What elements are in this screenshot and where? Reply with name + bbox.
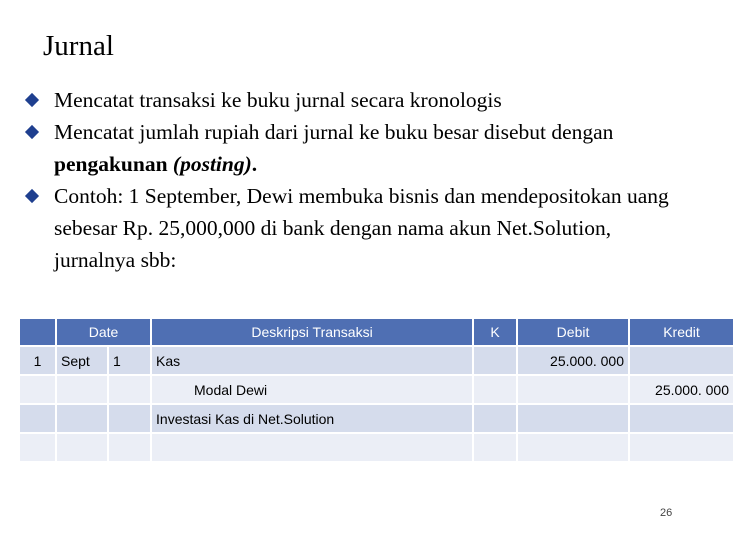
cell-ref <box>473 404 517 433</box>
table-row <box>19 346 734 375</box>
header-credit: Kredit <box>629 318 734 346</box>
header-date: Date <box>56 318 151 346</box>
cell-credit: 25.000. 000 <box>629 375 734 404</box>
page-number: 26 <box>660 507 673 519</box>
cell-month <box>56 375 108 404</box>
cell-no: 1 <box>19 346 56 375</box>
diamond-bullet-icon <box>25 189 39 203</box>
cell-no <box>19 375 56 404</box>
cell-month: Sept <box>56 346 108 375</box>
cell-day <box>108 375 151 404</box>
bullet-bold-term: pengakunan <box>54 152 173 176</box>
header-no <box>19 318 56 346</box>
journal-table <box>18 317 735 463</box>
cell-debit <box>517 404 629 433</box>
cell-no <box>19 433 56 462</box>
bullet-period: . <box>251 152 258 176</box>
bullet-text-3: Contoh: 1 September, Dewi membuka bisnis dan mendepositokan uang sebesar Rp. 25,000,000 di bank dengan nama akun Net.Solution, jurnalnya sbb: <box>54 184 669 272</box>
diamond-bullet-icon <box>25 93 39 107</box>
cell-description: Modal Dewi <box>151 375 473 404</box>
bullet-bold-italic-term: (posting) <box>172 152 252 176</box>
slide-title: Jurnal <box>43 30 114 62</box>
cell-day: 1 <box>108 346 151 375</box>
header-debit: Debit <box>517 318 629 346</box>
cell-ref <box>473 346 517 375</box>
cell-credit <box>629 433 734 462</box>
bullet-text-2: Mencatat jumlah rupiah dari jurnal ke buku besar disebut dengan <box>54 120 614 144</box>
cell-month <box>56 404 108 433</box>
bullet-item-3 <box>24 180 684 276</box>
bullet-item-1 <box>24 84 684 116</box>
header-ref: K <box>473 318 517 346</box>
table-row <box>19 375 734 404</box>
table-row <box>19 433 734 462</box>
cell-day <box>108 404 151 433</box>
cell-description: Kas <box>151 346 473 375</box>
cell-debit <box>517 375 629 404</box>
bullet-item-2 <box>24 116 684 180</box>
diamond-bullet-icon <box>25 125 39 139</box>
cell-description: Investasi Kas di Net.Solution <box>151 404 473 433</box>
header-description: Deskripsi Transaksi <box>151 318 473 346</box>
cell-day <box>108 433 151 462</box>
cell-no <box>19 404 56 433</box>
cell-month <box>56 433 108 462</box>
cell-debit: 25.000. 000 <box>517 346 629 375</box>
cell-debit <box>517 433 629 462</box>
table-row <box>19 404 734 433</box>
bullet-text-1: Mencatat transaksi ke buku jurnal secara kronologis <box>54 88 502 112</box>
cell-ref <box>473 375 517 404</box>
cell-credit <box>629 346 734 375</box>
table-header-row <box>19 318 734 346</box>
bullet-list <box>24 84 684 276</box>
cell-description <box>151 433 473 462</box>
cell-ref <box>473 433 517 462</box>
cell-credit <box>629 404 734 433</box>
